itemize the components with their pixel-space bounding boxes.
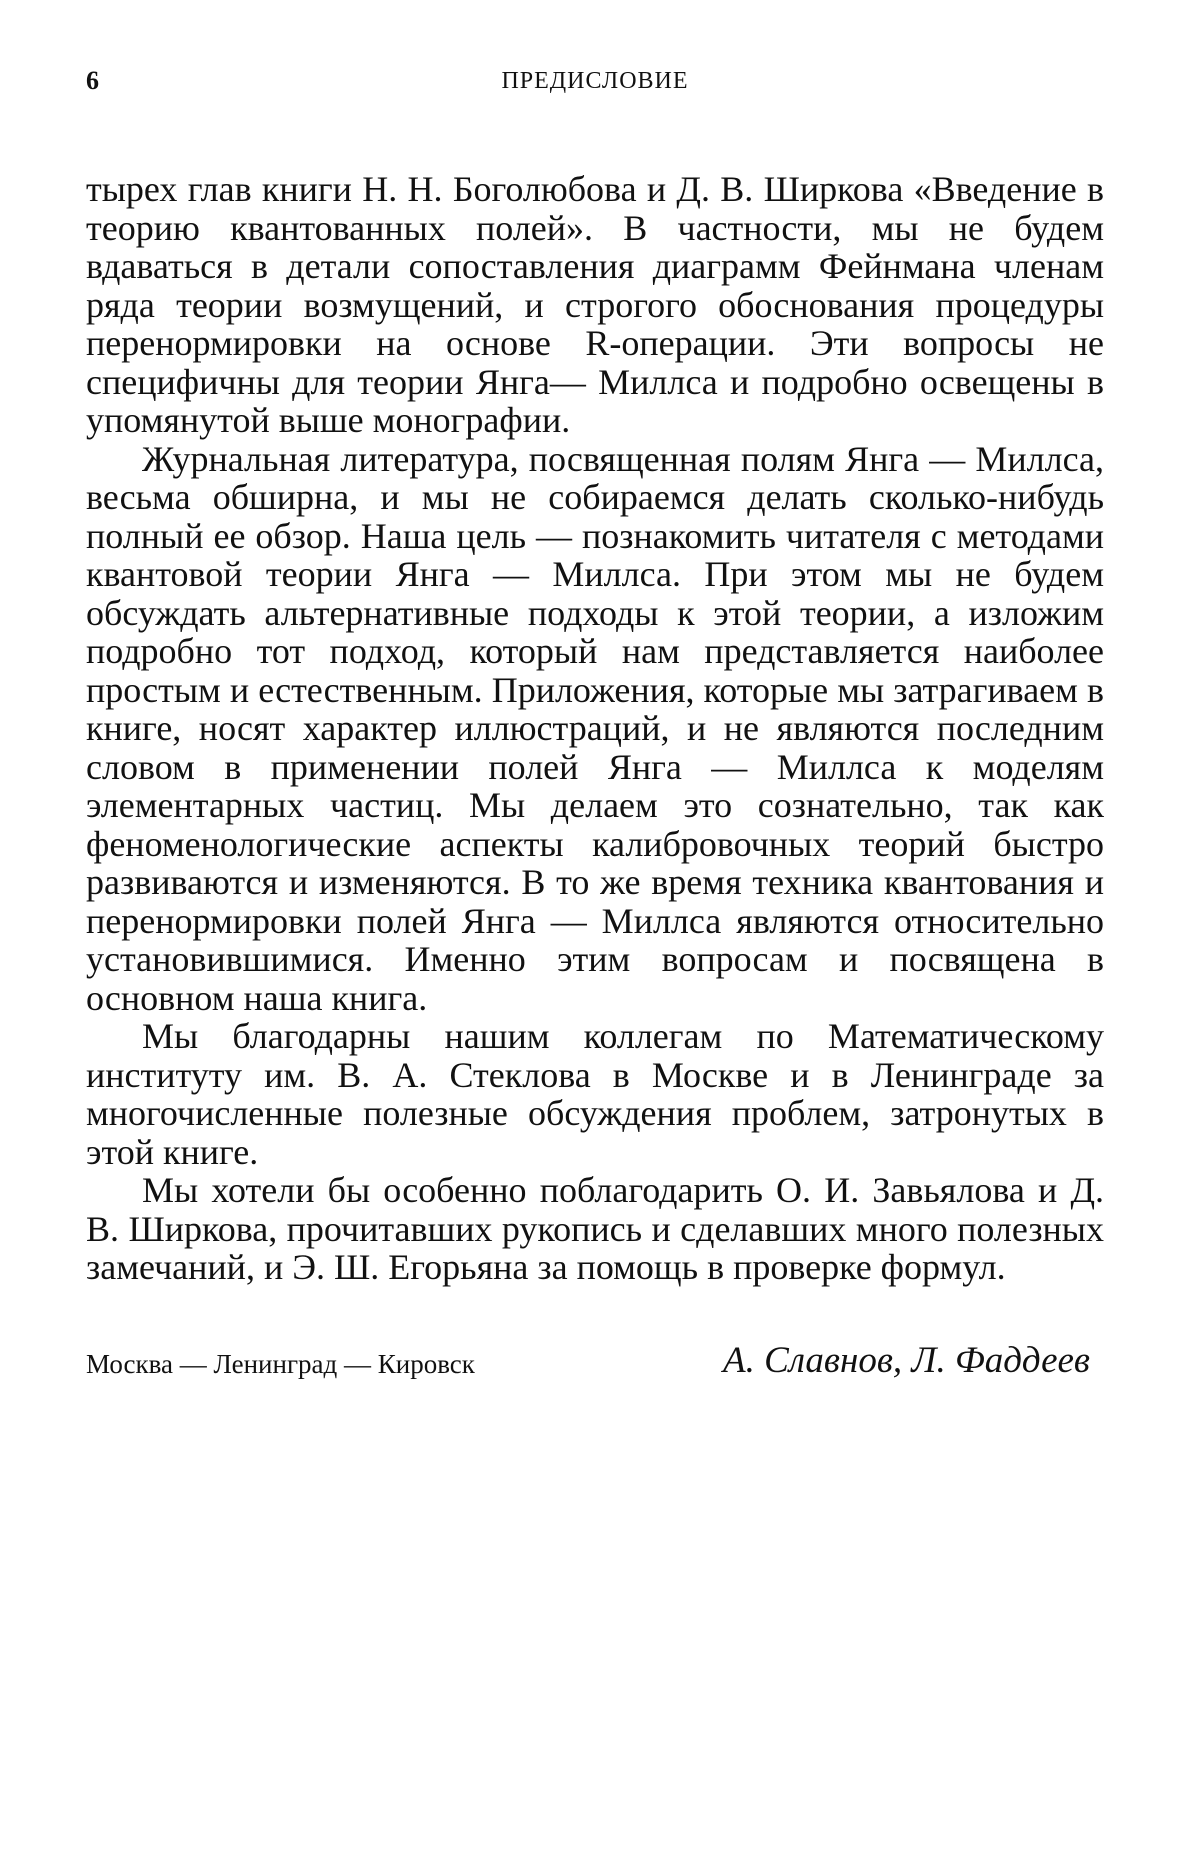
running-title: ПРЕДИСЛОВИЕ [501,68,689,94]
signature-authors: А. Славнов, Л. Фаддеев [723,1339,1090,1381]
running-head [86,60,1104,108]
paragraph-literature: Журнальная литература, посвященная полям Янга — Миллса, весьма обширна, и мы не собираемся делать сколько-нибудь полный ее обзор. Наша цель — познакомить читателя с методами квантовой теории Янга — Миллса. При этом мы не будем обсуждать альтернативные подходы к этой теории, а изложим подробно тот подход, который нам представляется наиболее простым и естественным. Приложения, которые мы затрагиваем в книге, носят характер иллюстраций, и не являются последним словом в применении полей Янга — Миллса к моделям элементарных частиц. Мы делаем это сознательно, так как феноменологические аспекты калибровочных теорий быстро развиваются и изменяются. В то же время техника квантования и перенормировки полей Янга — Миллса являются относительно установившимися. Именно этим вопросам и посвящена в основном наша книга. [86,438,1104,1018]
paragraph-continuation: тырех глав книги Н. Н. Боголюбова и Д. В. Ширкова «Введение в теорию квантованных полей». В частности, мы не будем вдаваться в детали сопоставления диаграмм Фейнмана членам ряда теории возмущений, и строгого обоснования процедуры перенормировки на основе R-операции. Эти вопросы не специфичны для теории Янга— Миллса и подробно освещены в упомянутой выше монографии. [86,169,1104,440]
body-text [86,170,1104,1287]
paragraph-acknowledgement-colleagues: Мы благодарны нашим коллегам по Математическому институту им. В. А. Стеклова в Москве и в Ленинграде за многочисленные полезные обсуждения проблем, затронутых в этой книге. [86,1016,1104,1172]
paragraph-acknowledgement-persons: Мы хотели бы особенно поблагодарить О. И. Завьялова и Д. В. Ширкова, прочитавших рукопись и сделавших много полезных замечаний, и Э. Ш. Егорьяна за помощь в проверке формул. [86,1170,1104,1287]
book-page [86,60,1104,1840]
page-number: 6 [86,66,100,95]
signature-row [86,1339,1104,1389]
signature-places: Москва — Ленинград — Кировск [86,1348,475,1379]
